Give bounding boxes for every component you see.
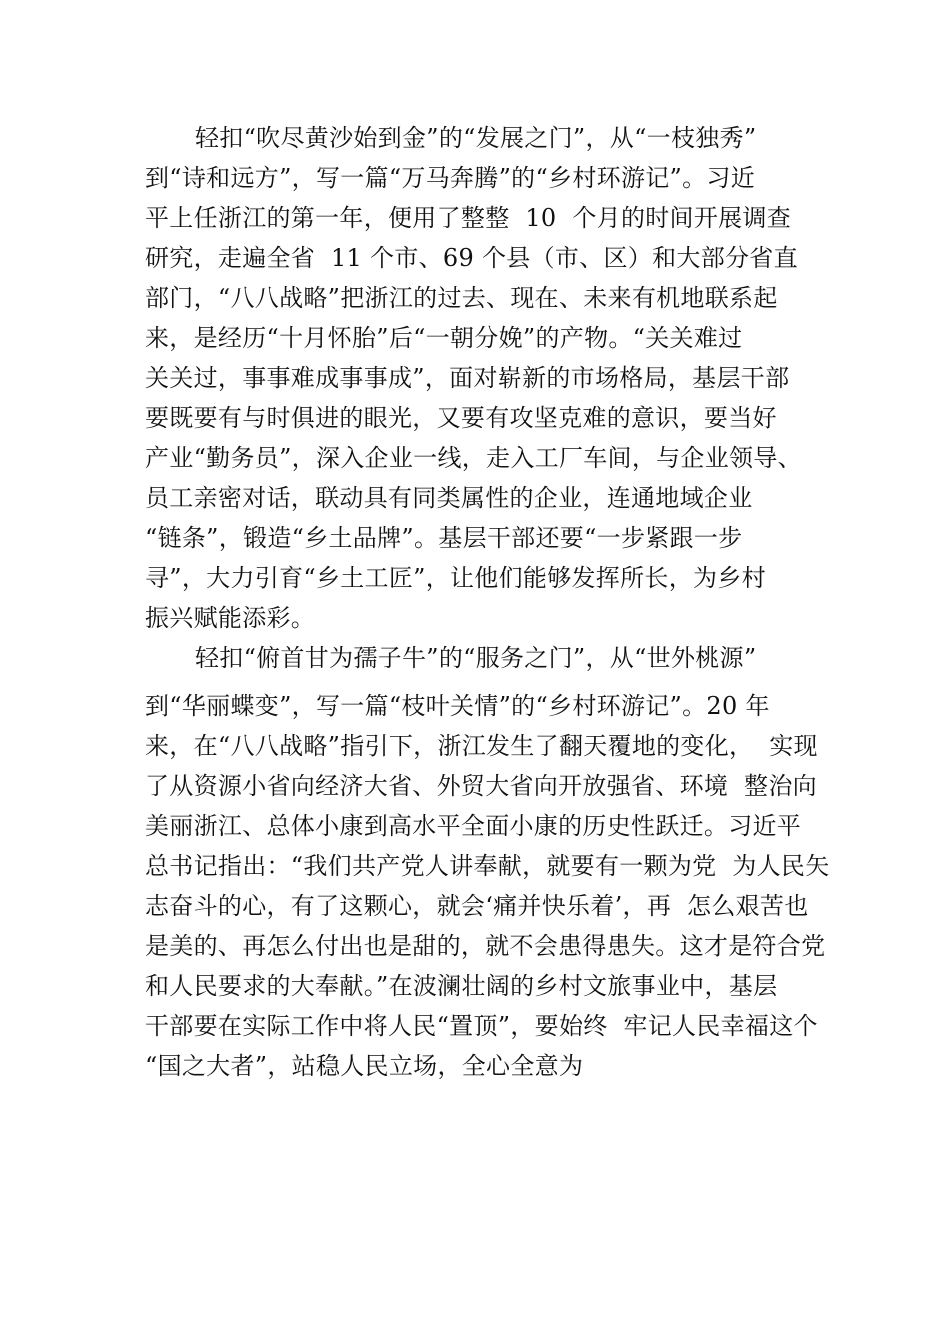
paragraph-2 bbox=[145, 638, 845, 1086]
text-line: 振兴赋能添彩。 bbox=[145, 604, 316, 632]
text-line: 美丽浙江、总体小康到高水平全面小康的历史性跃迁。习近平 bbox=[145, 812, 802, 840]
text-line: 关关过，事事难成事事成”，面对崭新的市场格局，基层干部 bbox=[145, 364, 790, 392]
text-line: 要既要有与时俱进的眼光，又要有攻坚克难的意识，要当好 bbox=[145, 404, 777, 432]
text-line: 是美的、再怎么付出也是甜的，就不会患得患失。这才是符合党 bbox=[145, 932, 826, 960]
text-line: 志奋斗的心，有了这颗心，就会‘痛并快乐着’，再 怎么艰苦也 bbox=[145, 892, 809, 920]
text-line: “国之大者”，站稳人民立场，全心全意为 bbox=[145, 1052, 584, 1080]
text-line: 产业“勤务员”，深入企业一线，走入工厂车间，与企业领导、 bbox=[145, 444, 802, 472]
text-line: 轻扣“俯首甘为孺子牛”的“服务之门”，从“世外桃源” bbox=[195, 644, 757, 672]
text-line: 员工亲密对话，联动具有同类属性的企业，连通地域企业 bbox=[145, 484, 753, 512]
text-line: “链条”，锻造“乡土品牌”。基层干部还要“一步紧跟一步 bbox=[145, 524, 743, 552]
text-line: 轻扣“吹尽黄沙始到金”的“发展之门”，从“一枝独秀” bbox=[195, 124, 757, 152]
text-line: 和人民要求的大奉献。”在波澜壮阔的乡村文旅事业中，基层 bbox=[145, 972, 778, 1000]
text-line: 部门，“八八战略”把浙江的过去、现在、未来有机地联系起 bbox=[145, 284, 778, 312]
text-line: 干部要在实际工作中将人民“置顶”，要始终 牢记人民幸福这个 bbox=[145, 1012, 818, 1040]
paragraph-1 bbox=[145, 118, 845, 638]
line-gap bbox=[145, 678, 845, 686]
text-line: 研究，走遍全省 11 个市、69 个县（市、区）和大部分省直 bbox=[145, 244, 798, 272]
text-line: 总书记指出：“我们共产党人讲奉献，就要有一颗为党 为人民矢 bbox=[145, 852, 830, 880]
text-line: 寻”，大力引育“乡土工匠”，让他们能够发挥所长，为乡村 bbox=[145, 564, 766, 592]
text-line: 到“诗和远方”，写一篇“万马奔腾”的“乡村环游记”。习近 bbox=[145, 164, 756, 192]
text-line: 来，在“八八战略”指引下，浙江发生了翻天覆地的变化， 实现 bbox=[145, 732, 818, 760]
text-line: 平上任浙江的第一年，便用了整整 10 个月的时间开展调查 bbox=[145, 204, 792, 232]
document-body bbox=[145, 118, 845, 1086]
text-line: 来，是经历“十月怀胎”后“一朝分娩”的产物。“关关难过 bbox=[145, 324, 743, 352]
text-line: 了从资源小省向经济大省、外贸大省向开放强省、环境 整治向 bbox=[145, 772, 817, 800]
text-line: 到“华丽蝶变”，写一篇“枝叶关情”的“乡村环游记”。20 年 bbox=[145, 692, 770, 720]
